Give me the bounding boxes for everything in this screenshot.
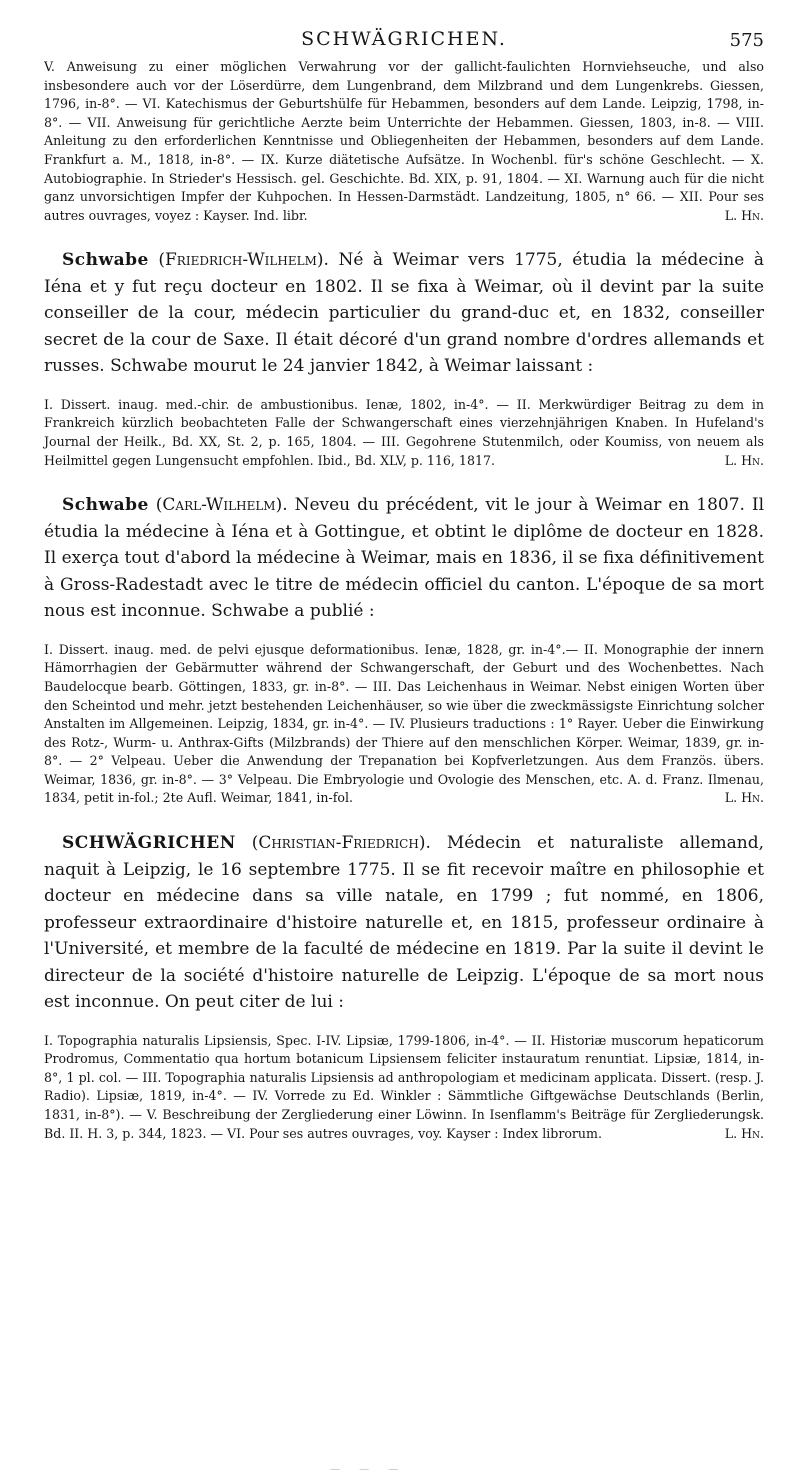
- bibliography-text: I. Dissert. inaug. med. de pelvi ejusque deformationibus. Ienæ, 1828, gr. in-4°.— II. Monographie der innern Hämorrhagien der Gebärmutter während der Schwangerschaft, der Geburt und des Wochenbettes. Nach Baudelocque bearb. Göttingen, 1833, gr. in-8°. — III. Das Leichenhaus in Weimar. Nebst einigen Worten über den Scheintod und mehr. jetzt bestehenden Leichenhäuser, so wie über die zweckmässigste Einrichtung solcher Anstalten im Allgemeinen. Leipzig, 1834, gr. in-4°. — IV. Plusieurs traductions : 1° Rayer. Ueber die Einwirkung des Rotz-, Wurm- u. Anthrax-Gifts (Milzbrands) der Thiere auf den menschlichen Körper. Weimar, 1839, gr. in-8°. — 2° Velpeau. Ueber die Anwendung der Trepanation bei Kopfverletzungen. Aus dem Französ. übers. Weimar, 1836, gr. in-8°. — 3° Velpeau. Die Embryologie und Ovologie des Menschen, etc. A. d. Franz. Ilmenau, 1834, petit in-fol.; 2te Aufl. Weimar, 1841, in-fol.: [44, 641, 764, 806]
- entry-body: Né à Weimar vers 1775, étudia la médecine à Iéna et y fut reçu docteur en 1802. Il se fixa à Weimar, où il devint par la suite conseiller de la cour, médecin particulier du grand-duc et, en 1832, conseiller secret de la cour de Saxe. Il était décoré d'un grand nombre d'ordres allemands et russes. Schwabe mourut le 24 janvier 1842, à Weimar laissant :: [44, 250, 764, 377]
- entry-bibliography: [44, 641, 764, 808]
- bibliography-text: I. Dissert. inaug. med.-chir. de ambustionibus. Ienæ, 1802, in-4°. — II. Merkwürdiger Beitrag zu dem in Frankreich kürzlich beobachteten Falle der Schwangerschaft eines vierzehnjährigen Knaben. In Hufeland's Journal der Heilk., Bd. XX, St. 2, p. 165, 1804. — III. Gegohrene Stutenmilch, oder Koumiss, von neuem als Heilmittel gegen Lungensucht empfohlen. Ibid., Bd. XLV, p. 116, 1817.: [44, 396, 764, 468]
- entry-schwagrichen-christian-friedrich: [44, 830, 764, 1016]
- author-signature: L. Hn.: [724, 1125, 764, 1141]
- entry-given-names: (Carl-Wilhelm).: [155, 495, 288, 516]
- entry-given-names: (Friedrich-Wilhelm).: [158, 250, 329, 271]
- entry-headword: Schwabe: [62, 250, 149, 271]
- author-signature: L. Hn.: [724, 207, 764, 223]
- author-signature: L. Hn.: [724, 452, 764, 468]
- footer-dashes: — — —: [330, 1464, 407, 1475]
- page-number: 575: [729, 30, 764, 51]
- entry-bibliography: [44, 1032, 764, 1144]
- entry-schwabe-carl-wilhelm: [44, 492, 764, 625]
- entry-headword: Schwabe: [62, 495, 149, 516]
- entry-headword: SCHWÄGRICHEN: [62, 833, 236, 854]
- entry-bibliography: [44, 396, 764, 470]
- bibliography-text: V. Anweisung zu einer möglichen Verwahrung vor der gallicht-faulichten Hornviehseuche, und also insbesondere auch vor der Löserdürre, dem Lungenbrand, dem Milzbrand und dem Lungenkrebs. Giessen, 1796, in-8°. — VI. Katechismus der Geburtshülfe für Hebammen, besonders auf dem Lande. Leipzig, 1798, in-8°. — VII. Anweisung für gerichtliche Aerzte beim Unterrichte der Hebammen. Giessen, 1803, in-8. — VIII. Anleitung zu den erforderlichen Kenntnisse und Obliegenheiten der Hebammen, besonders auf dem Lande. Frankfurt a. M., 1818, in-8°. — IX. Kurze diätetische Aufsätze. In Wochenbl. für's schöne Geschlecht. — X. Autobiographie. In Strieder's Hessisch. gel. Geschichte. Bd. XIX, p. 91, 1804. — XI. Warnung auch für die nicht ganz unvorsichtigen Impfer der Kuhpochen. In Hessen-Darmstädt. Landzeitung, 1805, n° 66. — XII. Pour ses autres ouvrages, voyez : Kayser. Ind. libr.: [44, 59, 764, 223]
- page-header: [44, 0, 764, 58]
- document-page: [44, 0, 764, 1143]
- running-head: SCHWÄGRICHEN.: [301, 28, 507, 50]
- bibliography-previous-entry: [44, 58, 764, 225]
- entry-given-names: (Christian-Friedrich).: [251, 833, 431, 854]
- entry-schwabe-friedrich-wilhelm: [44, 247, 764, 380]
- bibliography-text: I. Topographia naturalis Lipsiensis, Spec. I-IV. Lipsiæ, 1799-1806, in-4°. — II. Historiæ muscorum hepaticorum Prodromus, Commentatio qua hortum botanicum Lipsiensem feliciter instauratum renuntiat. Lipsiæ, 1814, in-8°, 1 pl. col. — III. Topographia naturalis Lipsiensis ad anthropologiam et medicinam applicata. Dissert. (resp. J. Radio). Lipsiæ, 1819, in-4°. — IV. Vorrede zu Ed. Winkler : Sämmtliche Giftgewächse Deutschlands (Berlin, 1831, in-8°). — V. Beschreibung der Zergliederung einer Löwinn. In Isenflamm's Beiträge für Zergliederungsk. Bd. II. H. 3, p. 344, 1823. — VI. Pour ses autres ouvrages, voy. Kayser : Index librorum.: [44, 1032, 764, 1141]
- author-signature: L. Hn.: [724, 790, 764, 806]
- entry-body: Neveu du précédent, vit le jour à Weimar en 1807. Il étudia la médecine à Iéna et à Gottingue, et obtint le diplôme de docteur en 1828. Il exerça tout d'abord la médecine à Weimar, mais en 1836, il se fixa définitivement à Gross-Radestadt avec le titre de médecin officiel du canton. L'époque de sa mort nous est inconnue. Schwabe a publié :: [44, 495, 765, 622]
- entry-body: Médecin et naturaliste allemand, naquit à Leipzig, le 16 septembre 1775. Il se fit recevoir maître en philosophie et docteur en médecine dans sa ville natale, en 1799 ; fut nommé, en 1806, professeur extraordinaire d'histoire naturelle et, en 1815, professeur ordinaire à l'Université, et membre de la faculté de médecine en 1819. Par la suite il devint le directeur de la société d'histoire naturelle de Leipzig. L'époque de sa mort nous est inconnue. On peut citer de lui :: [44, 833, 764, 1013]
